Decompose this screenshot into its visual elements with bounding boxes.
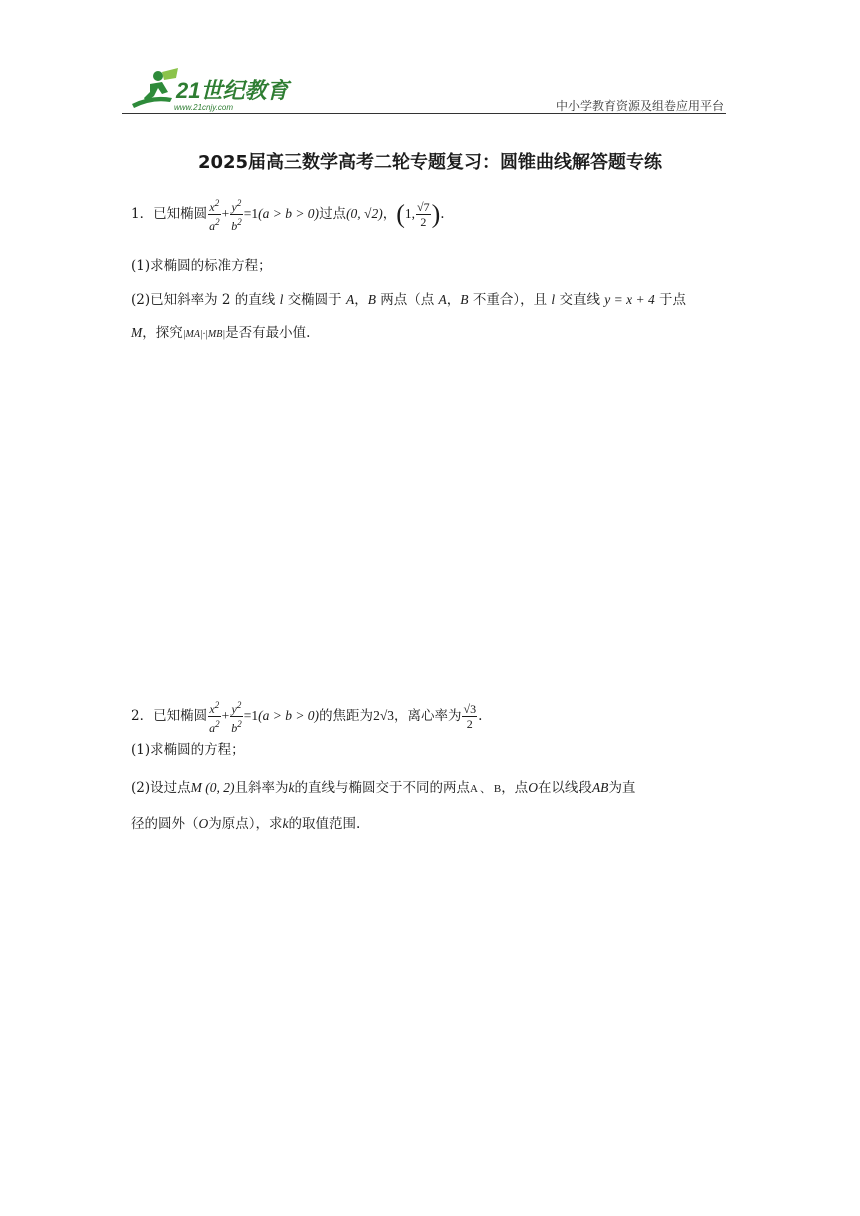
- q2-part1: (1)求椭圆的方程；: [131, 742, 245, 758]
- q2-frac-y: $\frac{y^2}{b^2}$: [231, 700, 242, 735]
- q2-part2-line2: 径的圆外（O为原点），求k的取值范围.: [131, 816, 361, 832]
- document-title: 2025届高三数学高考二轮专题复习：圆锥曲线解答题专练: [197, 152, 663, 173]
- header-divider: [122, 113, 726, 114]
- q2-frac-x: $\frac{x^2}{a^2}$: [209, 700, 220, 735]
- svg-text:www.21cnjy.com: www.21cnjy.com: [174, 103, 233, 112]
- q2-stem: 2．已知椭圆 $\frac{x^2}{a^2}$ + $\frac{y^2}{b^2}$ =1(a > b > 0)的焦距为2√3，离心率为 $\frac{√3}{2}$ .: [131, 700, 483, 735]
- q1-part1: (1)求椭圆的标准方程；: [131, 258, 272, 274]
- q2-frac-sqrt3: $\frac{√3}{2}$: [463, 702, 477, 731]
- q1-frac-y: $\frac{y^2}{b^2}$: [231, 198, 242, 233]
- svg-text:21世纪教育: 21世纪教育: [176, 78, 289, 103]
- q2-part2-line1: (2)设过点M (0, 2)且斜率为k的直线与椭圆交于不同的两点A 、 B，点O在以线段AB为直: [131, 780, 636, 796]
- platform-name: 中小学教育资源及组卷应用平台: [555, 99, 724, 113]
- q1-part2-line2: M，探究|MA|·|MB|是否有最小值.: [131, 325, 311, 341]
- q1-stem: 1．已知椭圆 $\frac{x^2}{a^2}$ + $\frac{y^2}{b^2}$ =1(a > b > 0)过点(0, √2)，(1, $\frac{√7}{2}$ ).: [131, 198, 445, 233]
- page-header: [122, 64, 726, 116]
- q1-frac-x: $\frac{x^2}{a^2}$: [209, 198, 220, 233]
- logo-21cnjy: [122, 64, 322, 114]
- q1-part2-line1: (2)已知斜率为 2 的直线 l 交椭圆于 A，B 两点（点 A，B 不重合），且 l 交直线 y = x + 4 于点: [131, 292, 687, 308]
- q1-frac-sqrt7: $\frac{√7}{2}$: [417, 200, 430, 229]
